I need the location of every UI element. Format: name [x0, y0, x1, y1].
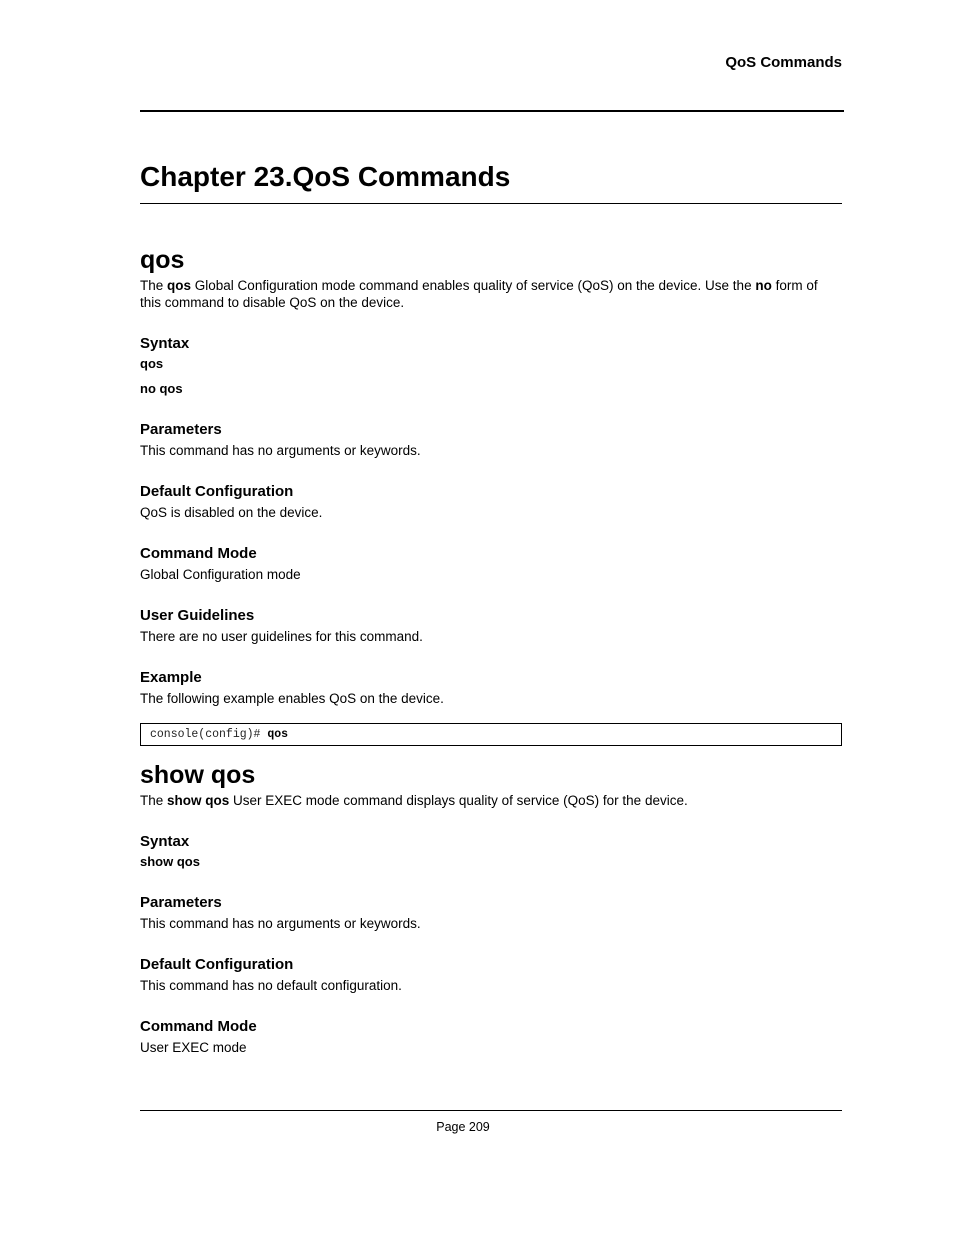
user-guidelines-text: There are no user guidelines for this command.: [140, 629, 423, 644]
command-description: [140, 277, 842, 311]
intro-text: Global Configuration mode command enables quality of service (QoS) on the device. Use the: [191, 278, 756, 293]
document-body: [140, 243, 842, 1056]
chapter-title: Chapter 23.QoS Commands: [140, 161, 511, 192]
syntax-line: no qos: [140, 381, 183, 396]
command-mode-text: Global Configuration mode: [140, 567, 301, 582]
user-guidelines-heading: User Guidelines: [140, 607, 255, 624]
intro-keyword: no: [755, 278, 772, 293]
intro-keyword: show qos: [167, 793, 230, 808]
parameters-text: This command has no arguments or keywords.: [140, 916, 421, 931]
header-divider: [140, 110, 844, 112]
syntax-heading: Syntax: [140, 833, 190, 850]
default-configuration-heading: Default Configuration: [140, 956, 294, 973]
syntax-line: show qos: [140, 854, 200, 869]
parameters-heading: Parameters: [140, 421, 222, 438]
example-text: The following example enables QoS on the device.: [140, 691, 444, 706]
running-header: QoS Commands: [725, 54, 842, 71]
intro-text: form of this command to disable QoS on the device.: [140, 278, 818, 310]
command-mode-text: User EXEC mode: [140, 1040, 247, 1055]
intro-text: User EXEC mode command displays quality of service (QoS) for the device.: [229, 793, 688, 808]
default-configuration-heading: Default Configuration: [140, 483, 294, 500]
code-prompt: console(config)#: [150, 728, 261, 741]
intro-text: The: [140, 793, 168, 808]
code-command: qos: [267, 728, 289, 741]
command-title-qos: qos: [140, 246, 185, 274]
parameters-text: This command has no arguments or keywords.: [140, 443, 421, 458]
page-number: Page 209: [436, 1120, 490, 1134]
syntax-heading: Syntax: [140, 335, 190, 352]
parameters-heading: Parameters: [140, 894, 222, 911]
intro-keyword: qos: [167, 278, 192, 293]
command-mode-heading: Command Mode: [140, 1018, 257, 1035]
command-mode-heading: Command Mode: [140, 545, 257, 562]
default-configuration-text: This command has no default configuration.: [140, 978, 402, 993]
command-description: [140, 792, 842, 809]
chapter-divider: [140, 203, 842, 204]
default-configuration-text: QoS is disabled on the device.: [140, 505, 323, 520]
intro-text: The: [140, 278, 168, 293]
command-title-show-qos: show qos: [140, 761, 256, 789]
example-heading: Example: [140, 669, 202, 686]
code-example-box: [140, 723, 842, 746]
syntax-line: qos: [140, 356, 164, 371]
footer-divider: [140, 1110, 842, 1111]
